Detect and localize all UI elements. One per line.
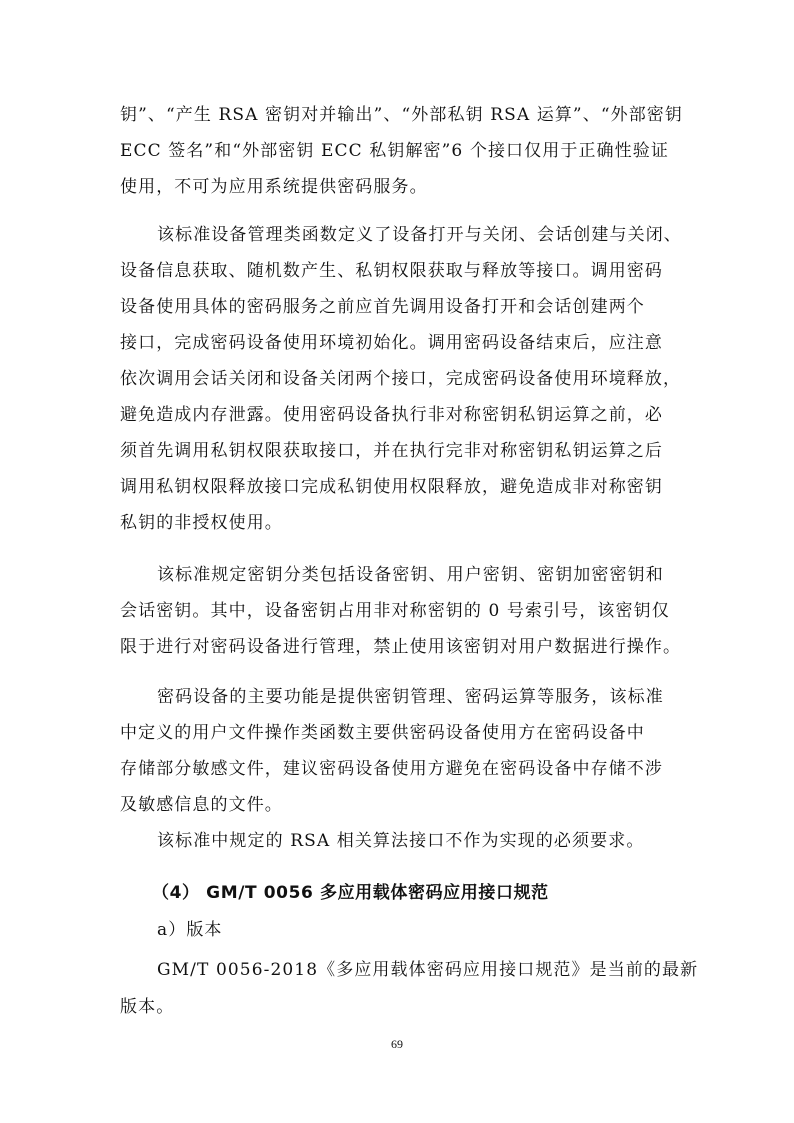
paragraph-first-line: 该标准设备管理类函数定义了设备打开与关闭、会话创建与关闭、 bbox=[157, 225, 682, 245]
paragraph-first-line: 密码设备的主要功能是提供密钥管理、密码运算等服务，该标准 bbox=[157, 687, 664, 707]
body-line: 及敏感信息的文件。 bbox=[120, 795, 283, 815]
body-line: 避免造成内存泄露。使用密码设备执行非对称密钥私钥运算之前，必 bbox=[120, 405, 663, 425]
body-line: 存储部分敏感文件，建议密码设备使用方避免在密码设备中存储不涉 bbox=[120, 759, 663, 779]
body-line: 版本。 bbox=[120, 997, 175, 1017]
body-line: 依次调用会话关闭和设备关闭两个接口，完成密码设备使用环境释放， bbox=[120, 369, 682, 389]
body-line: 调用私钥权限释放接口完成私钥使用权限释放，避免造成非对称密钥 bbox=[120, 477, 663, 497]
paragraph-first-line: 该标准规定密钥分类包括设备密钥、用户密钥、密钥加密密钥和 bbox=[157, 565, 664, 585]
section-heading: （4） GM/T 0056 多应用载体密码应用接口规范 bbox=[152, 883, 549, 903]
body-line: 接口，完成密码设备使用环境初始化。调用密码设备结束后，应注意 bbox=[120, 333, 663, 353]
paragraph-first-line: GM/T 0056-2018《多应用载体密码应用接口规范》是当前的最新 bbox=[157, 960, 699, 980]
body-line: 设备使用具体的密码服务之前应首先调用设备打开和会话创建两个 bbox=[120, 297, 645, 317]
sub-item-label: a）版本 bbox=[157, 920, 223, 940]
body-line: 中定义的用户文件操作类函数主要供密码设备使用方在密码设备中 bbox=[120, 723, 645, 743]
page-number: 69 bbox=[391, 1037, 403, 1051]
body-line: 钥”、“产生 RSA 密钥对并输出”、“外部私钥 RSA 运算”、“外部密钥 bbox=[120, 105, 684, 125]
body-line: 限于进行对密码设备进行管理，禁止使用该密钥对用户数据进行操作。 bbox=[120, 637, 682, 657]
body-line: 会话密钥。其中，设备密钥占用非对称密钥的 0 号索引号，该密钥仅 bbox=[120, 601, 670, 621]
paragraph-first-line: 该标准中规定的 RSA 相关算法接口不作为实现的必须要求。 bbox=[157, 831, 645, 851]
body-line: 使用，不可为应用系统提供密码服务。 bbox=[120, 177, 428, 197]
body-line: ECC 签名”和“外部密钥 ECC 私钥解密”6 个接口仅用于正确性验证 bbox=[120, 141, 669, 161]
body-line: 须首先调用私钥权限获取接口，并在执行完非对称密钥私钥运算之后 bbox=[120, 441, 663, 461]
body-line: 私钥的非授权使用。 bbox=[120, 513, 283, 533]
body-line: 设备信息获取、随机数产生、私钥权限获取与释放等接口。调用密码 bbox=[120, 261, 663, 281]
